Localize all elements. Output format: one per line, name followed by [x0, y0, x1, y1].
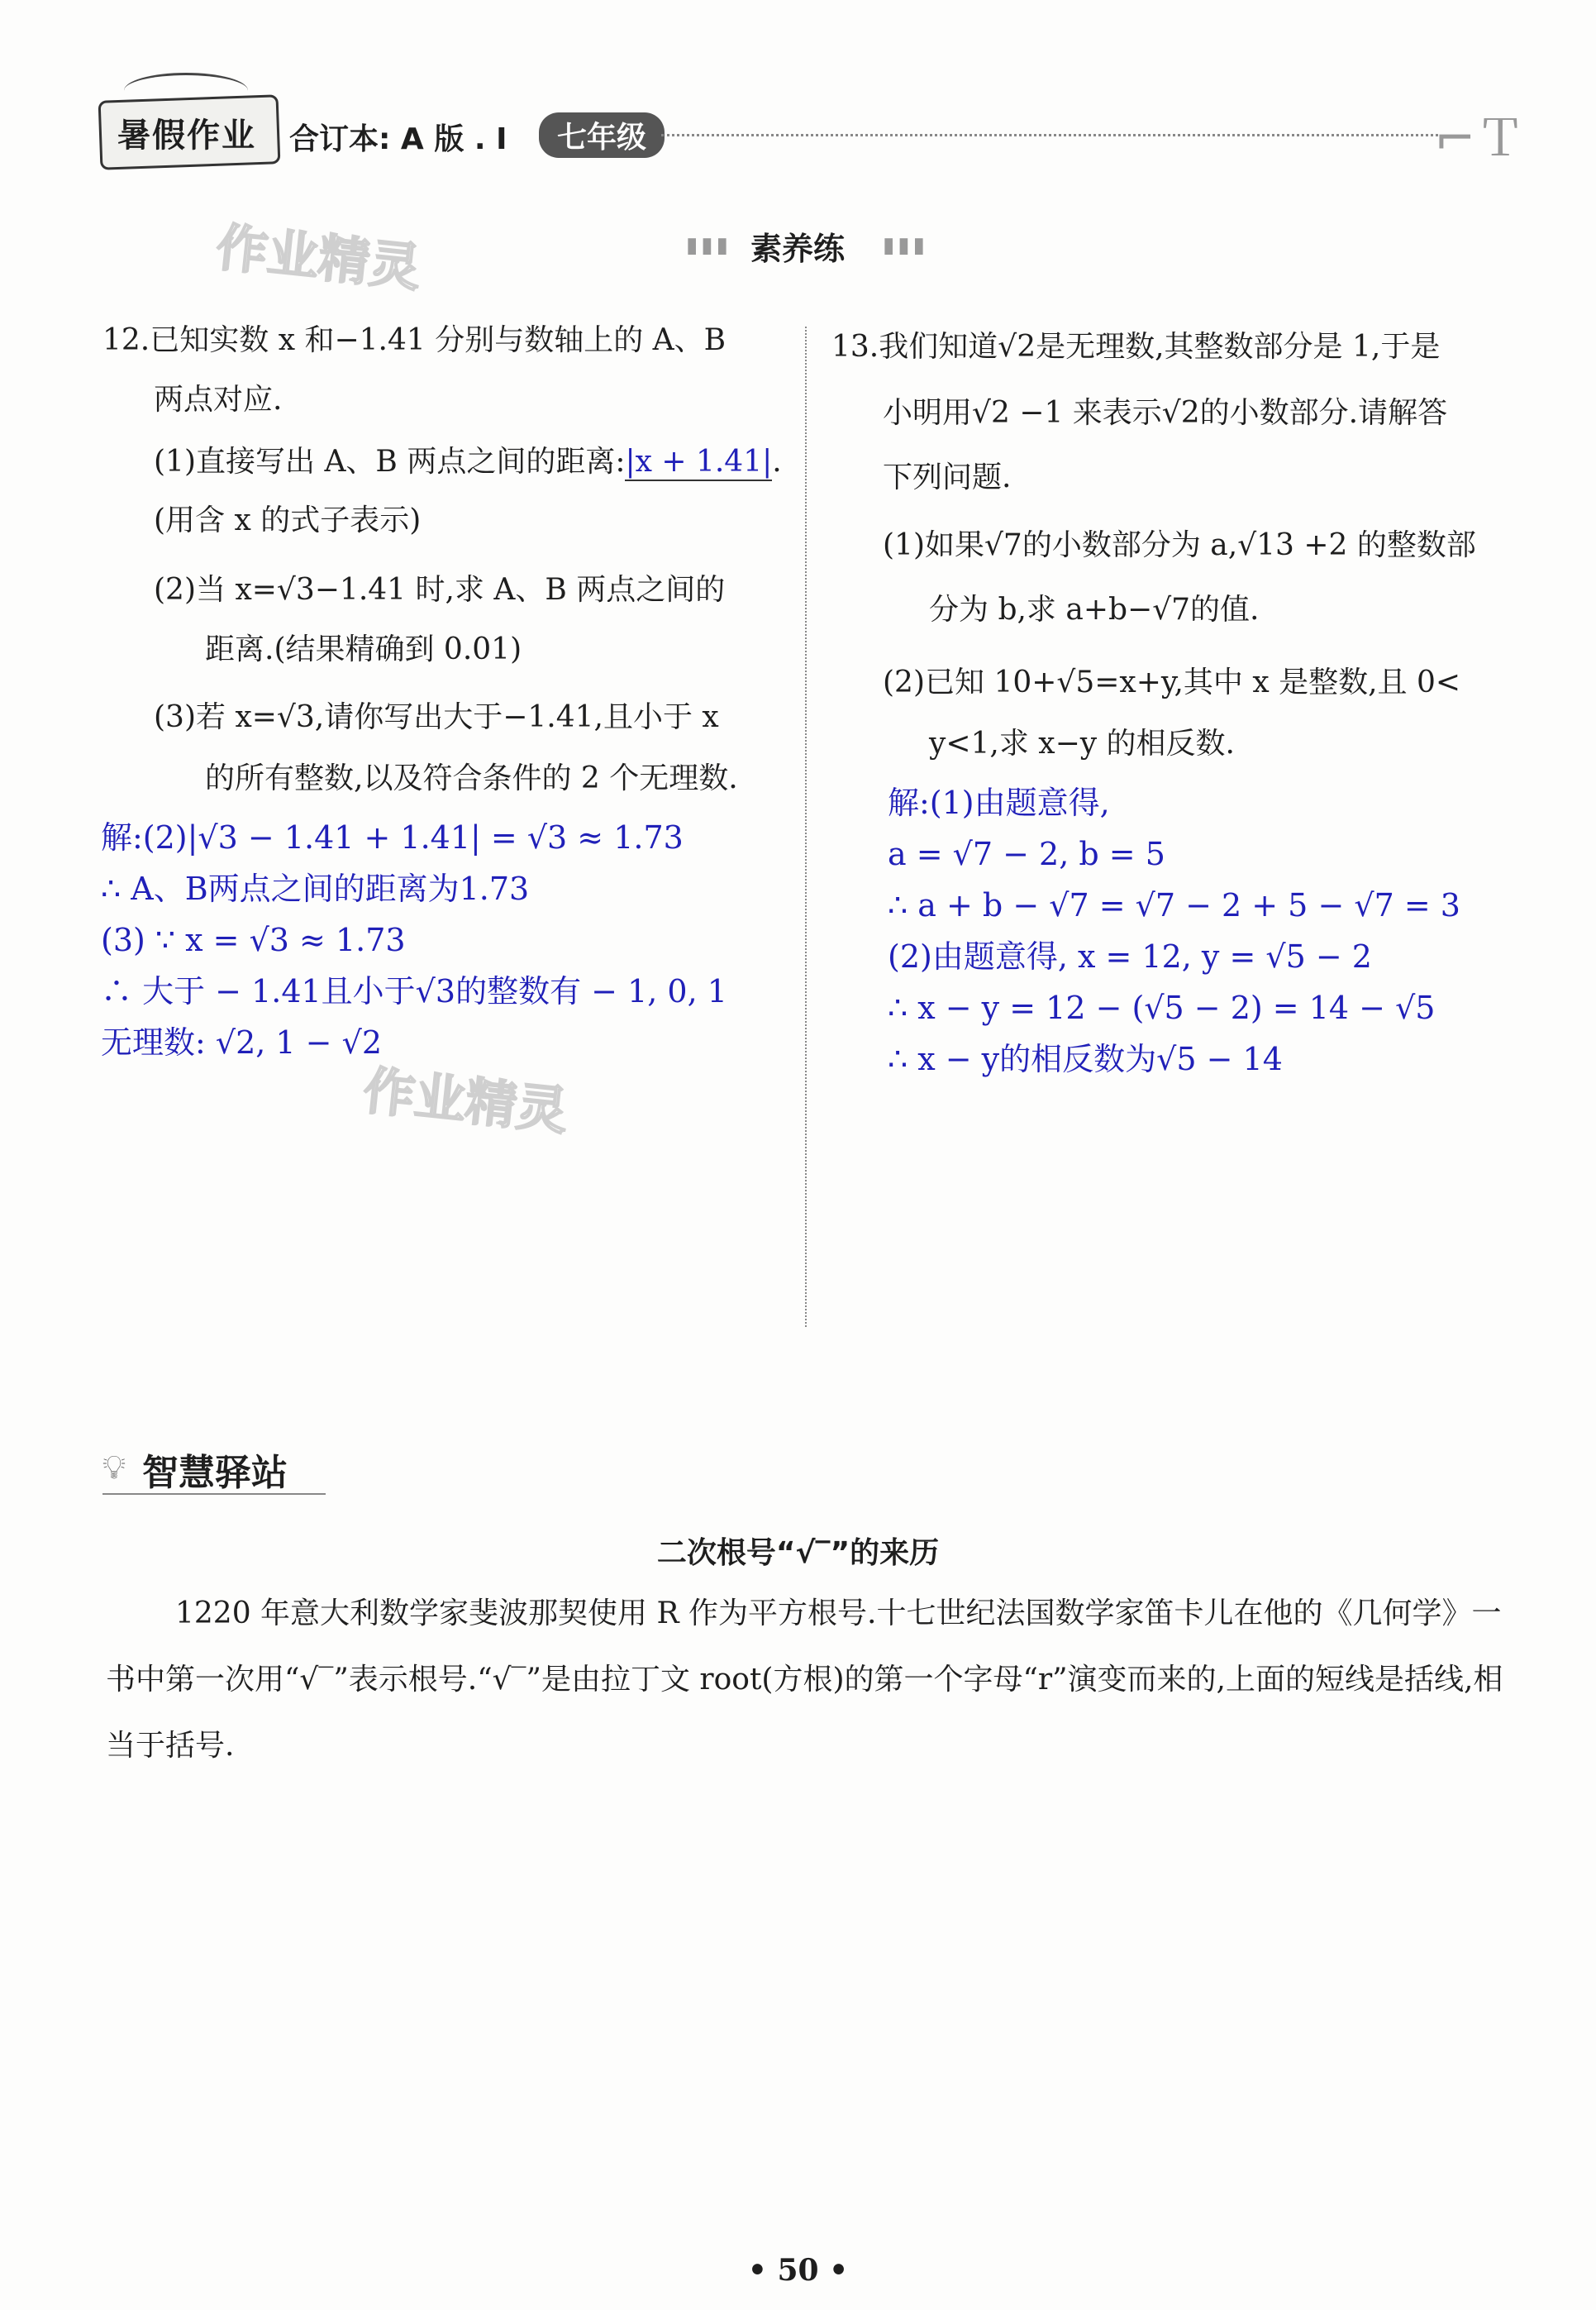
- decor-dots-right: ▮▮▮: [883, 233, 928, 258]
- q12-part1-answer: |x + 1.41|: [625, 445, 772, 481]
- corner-logo-icon: ⌐Ｔ: [1434, 110, 1526, 168]
- q12-answer-line: ∴ 大于 − 1.41且小于√3的整数有 − 1, 0, 1: [101, 973, 727, 1009]
- q13-part1-line1: (1)如果√7的小数部分为 a,√13 +2 的整数部: [883, 528, 1476, 562]
- q12-answer-line: 解:(2)|√3 − 1.41 + 1.41| = √3 ≈ 1.73: [101, 819, 684, 856]
- q13-stem-line2: 小明用√2 −1 来表示√2的小数部分.请解答: [883, 396, 1448, 430]
- q13-stem-line3: 下列问题.: [883, 461, 1012, 494]
- q12-part1-text: (1)直接写出 A、B 两点之间的距离:: [154, 445, 626, 479]
- decor-dots-left: ▮▮▮: [686, 233, 731, 258]
- q13-part2-line2: y<1,求 x−y 的相反数.: [929, 727, 1235, 761]
- q12-part1: (1)直接写出 A、B 两点之间的距离:|x + 1.41|.: [154, 445, 782, 481]
- wisdom-heading: 二次根号“√‾”的来历: [656, 1536, 940, 1570]
- q12-part2-line2: 距离.(结果精确到 0.01): [205, 632, 522, 666]
- wisdom-underline: [102, 1493, 326, 1495]
- lightbulb-icon: 💡︎: [102, 1449, 126, 1487]
- q12-part1-note: (用含 x 的式子表示): [154, 504, 422, 537]
- watermark: 作业精灵: [360, 1060, 571, 1142]
- q12-part3-line1: (3)若 x=√3,请你写出大于−1.41,且小于 x: [154, 700, 719, 734]
- column-divider: [805, 327, 807, 1327]
- badge-title: 暑假作业: [117, 117, 256, 155]
- q13-stem-line1: 13.我们知道√2是无理数,其整数部分是 1,于是: [831, 330, 1441, 364]
- q13-answer-line: ∴ x − y的相反数为√5 − 14: [888, 1041, 1283, 1077]
- q13-part1-line2: 分为 b,求 a+b−√7的值.: [929, 593, 1260, 627]
- wisdom-title: 智慧驿站: [142, 1452, 288, 1494]
- q12-answer-line: 无理数: √2, 1 − √2: [101, 1024, 382, 1061]
- q12-answer-line: ∴ A、B两点之间的距离为1.73: [101, 871, 530, 907]
- q13-answer-line: ∴ a + b − √7 = √7 − 2 + 5 − √7 = 3: [888, 887, 1460, 924]
- q12-part2-line1: (2)当 x=√3−1.41 时,求 A、B 两点之间的: [154, 573, 726, 607]
- page-number: • 50 •: [747, 2253, 849, 2288]
- q13-answer-line: (2)由题意得, x = 12, y = √5 − 2: [888, 938, 1372, 975]
- header-dotted-line: [661, 134, 1438, 136]
- q12-answer-line: (3) ∵ x = √3 ≈ 1.73: [101, 922, 406, 958]
- q12-stem-line2: 两点对应.: [154, 383, 283, 417]
- series-label: 合订本: A 版 . I: [289, 122, 507, 156]
- grade-tag: 七年级: [539, 112, 665, 158]
- q12-stem-line1: 12.已知实数 x 和−1.41 分别与数轴上的 A、B: [102, 323, 727, 357]
- section-title: 素养练: [750, 231, 846, 267]
- q13-answer-line: ∴ x − y = 12 − (√5 − 2) = 14 − √5: [888, 990, 1436, 1026]
- watermark: 作业精灵: [213, 217, 424, 298]
- q13-answer-line: 解:(1)由题意得,: [888, 785, 1110, 821]
- q13-part2-line1: (2)已知 10+√5=x+y,其中 x 是整数,且 0<: [883, 666, 1461, 699]
- q12-part3-line2: 的所有整数,以及符合条件的 2 个无理数.: [205, 761, 738, 795]
- wisdom-paragraph: 1220 年意大利数学家斐波那契使用 R 作为平方根号.十七世纪法国数学家笛卡儿在他的《几何学》一书中第一次用“√‾”表示根号.“√‾”是由拉丁文 root(方根)的第一个字母“r”演变而来的,上面的短线是括线,相当于括号.: [106, 1596, 1503, 1763]
- q13-answer-line: a = √7 − 2, b = 5: [888, 836, 1165, 872]
